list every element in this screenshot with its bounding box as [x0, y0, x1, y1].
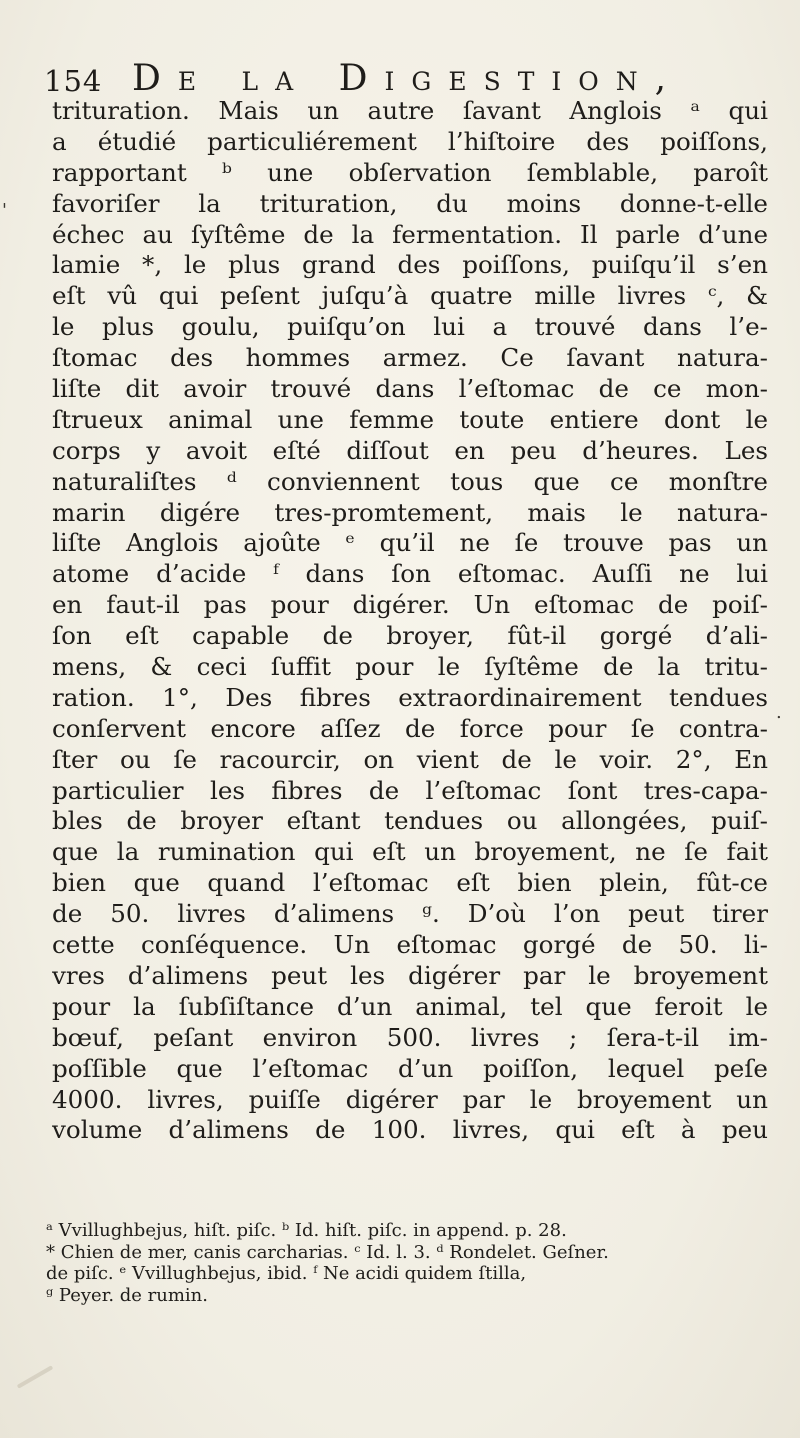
footnote-line: * Chien de mer, canis carcharias. ᶜ Id. l. 3. ᵈ Rondelet. Geſner. — [46, 1241, 609, 1263]
paper-mark — [17, 1365, 54, 1388]
text-line: eſt vû qui peſent juſqu’à quatre mille livres ᶜ, & — [52, 281, 768, 311]
page-number: 154 — [44, 64, 103, 98]
text-line: mens, & ceci ſuffit pour le ſyſtême de la tritu- — [52, 652, 768, 682]
text-line: cette conſéquence. Un eſtomac gorgé de 50. li- — [52, 930, 768, 960]
text-line: corps y avoit eſté diſſout en peu d’heures. Les — [52, 435, 768, 465]
text-line: que la rumination qui eſt un broyement, ne ſe fait — [52, 837, 768, 867]
text-line: bles de broyer eſtant tendues ou allongées, puiſ- — [52, 806, 768, 836]
text-line: rapportant ᵇ une obſervation ſemblable, paroît — [52, 157, 768, 187]
text-line: vres d’alimens peut les digérer par le broyement — [52, 960, 768, 990]
text-line: favoriſer la trituration, du moins donne-t-elle — [52, 188, 768, 218]
text-line: ſon eſt capable de broyer, fût-il gorgé d’ali- — [52, 621, 768, 651]
text-line: lamie *, le plus grand des poiſſons, puiſqu’il s’en — [52, 250, 768, 280]
page-header — [44, 58, 764, 98]
text-line: ſtomac des hommes armez. Ce ſavant natura- — [52, 343, 768, 373]
running-title: De la Digestion, — [132, 58, 684, 99]
text-line: particulier les fibres de l’eſtomac ſont tres-capa- — [52, 775, 768, 805]
footnotes — [46, 1220, 768, 1306]
margin-dot-mark: . — [776, 702, 782, 723]
text-line: en faut-il pas pour digérer. Un eſtomac de poiſ- — [52, 590, 768, 620]
footnote-line: de piſc. ᵉ Vvillughbejus, ibid. ᶠ Ne acidi quidem ſtilla, — [46, 1263, 527, 1284]
text-line: de 50. livres d’alimens ᵍ. D’où l’on peut tirer — [52, 899, 768, 929]
text-line: ſtrueux animal une femme toute entiere dont le — [52, 404, 768, 434]
main-text-block — [52, 96, 768, 1146]
text-line: liſte dit avoir trouvé dans l’eſtomac de ce mon- — [52, 374, 768, 404]
text-line: trituration. Mais un autre ſavant Anglois ᵃ qui — [52, 96, 768, 125]
footnote-line: ᵃ Vvillughbejus, hiſt. piſc. ᵇ Id. hiſt. piſc. in append. p. 28. — [46, 1220, 567, 1241]
text-line: bœuf, peſant environ 500. livres ; ſera-t-il im- — [52, 1022, 768, 1052]
text-line: pour la ſubſiſtance d’un animal, tel que feroit le — [52, 991, 768, 1021]
text-line: échec au ſyſtême de la fermentation. Il parle d’une — [52, 219, 768, 249]
text-line: marin digére tres-promtement, mais le natura- — [52, 497, 768, 527]
text-line: ration. 1°, Des fibres extraordinairement tendues — [52, 682, 768, 712]
text-line: liſte Anglois ajoûte ᵉ qu’il ne ſe trouve pas un — [52, 528, 768, 558]
text-line: naturaliſtes ᵈ conviennent tous que ce monſtre — [52, 466, 768, 496]
text-line: a étudié particuliérement l’hiſtoire des poiſſons, — [52, 126, 768, 156]
text-line: bien que quand l’eſtomac eſt bien plein, fût-ce — [52, 868, 768, 898]
text-line: conſervent encore aſſez de force pour ſe contra- — [52, 713, 768, 743]
text-line: volume d’alimens de 100. livres, qui eſt à peu — [52, 1115, 768, 1145]
text-line: poſſible que l’eſtomac d’un poiſſon, lequel peſe — [52, 1053, 768, 1083]
text-line: le plus goulu, puiſqu’on lui a trouvé dans l’e- — [52, 312, 768, 342]
footnote-line: ᵍ Peyer. de rumin. — [46, 1284, 208, 1306]
text-line: 4000. livres, puiſſe digérer par le broyement un — [52, 1084, 768, 1114]
margin-tick-mark: ' — [2, 200, 7, 221]
text-line: ſter ou ſe racourcir, on vient de le voir. 2°, En — [52, 744, 768, 774]
text-line: atome d’acide ᶠ dans ſon eſtomac. Auſſi ne lui — [52, 559, 768, 589]
